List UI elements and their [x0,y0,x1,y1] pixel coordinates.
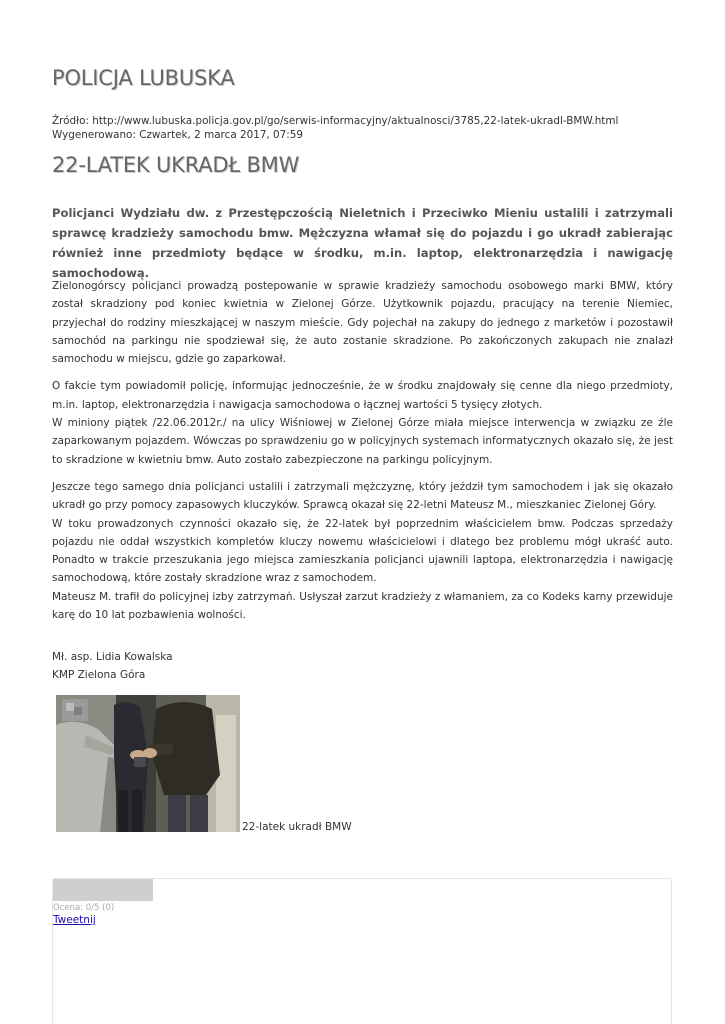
rating-score: Ocena: 0/5 (0) [53,903,115,913]
rating-stars-widget[interactable] [53,879,153,901]
rating-panel [52,878,672,1024]
article-lead: Policjanci Wydziału dw. z Przestępczością Nieletnich i Przeciwko Mieniu ustalili i zatrzymali sprawcę kradzieży samochodu bmw. Mężczyzna włamał się do pojazdu i go ukradł zabierając również inne przedmioty będące w środku, m.in. laptop, elektronarzędzia i nawigację samochodową. [52,206,673,280]
paragraph-text: W toku prowadzonych czynności okazało się, że 22-latek był poprzednim właścicielem bmw. Podczas sprzedaży pojazdu nie oddał wszystkich kompletów kluczy nowemu właścicielowi i dlatego bez problemu mógł ukraść auto. Ponadto w trakcie przeszukania jego miejsca zamieszkania policjanci ujawnili laptopa, elektronarzędzia i nawigację samochodową, które zostały skradzione wraz z samochodem. [52,517,673,585]
article-body [52,277,673,633]
document-meta [52,114,618,142]
article-paragraph [52,478,673,624]
image-caption: 22-latek ukradł BMW [242,821,352,833]
paragraph-text: Mateusz M. trafił do policyjnej izby zatrzymań. Usłyszał zarzut kradzieży z włamaniem, za co Kodeks karny przewiduje karę do 10 lat pozbawienia wolności. [52,590,673,622]
author-name: Mł. asp. Lidia Kowalska [52,651,173,663]
article-paragraph [52,277,673,368]
paragraph-text: Jeszcze tego samego dnia policjanci ustalili i zatrzymali mężczyznę, który jeździł tym samochodem i jak się okazało ukradł go przy pomocy zapasowych kluczyków. Sprawcą okazał się 22-letni Mateusz M., mieszkaniec Zielonej Góry. [52,480,673,512]
arrest-photo-illustration [56,695,240,832]
paragraph-text: Zielonogórscy policjanci prowadzą postepowanie w sprawie kradzieży samochodu osobowego marki BMW, który został skradziony pod koniec kwietnia w Zielonej Górze. Użytkownik pojazdu, pracujący na terenie Niemiec, przyjechał do rodziny mieszkającej w naszym mieście. Gdy pojechał na zakupy do jednego z marketów i pozostawił samochód na parkingu nie spodziewał się, że auto zostanie skradzione. Po zakończonych zakupach nie znalazł samochodu w miejscu, gdzie go zaparkował. [52,280,673,366]
author-unit: KMP Zielona Góra [52,669,146,681]
paragraph-text: O fakcie tym powiadomił policję, informując jednocześnie, że w środku znajdowały się cenne dla niego przedmioty, m.in. laptop, elektronarzędzia i nawigacja samochodowa o łącznej wartości 5 tysięcy złotych. [52,380,673,411]
article-photo[interactable] [56,695,240,832]
site-title: POLICJA LUBUSKA [52,66,235,90]
source-url: Źródło: http://www.lubuska.policja.gov.pl/go/serwis-informacyjny/aktualnosci/3785,22-latek-ukradl-BMW.html [52,115,619,127]
article-author [52,648,173,684]
tweet-link[interactable]: Tweetnij [53,914,96,926]
article-title: 22-LATEK UKRADŁ BMW [52,153,300,177]
article-paragraph [52,377,673,468]
generated-date: Wygenerowano: Czwartek, 2 marca 2017, 07:59 [52,129,303,141]
paragraph-text: W miniony piątek /22.06.2012r./ na ulicy Wiśniowej w Zielonej Górze miała miejsce interwencja w związku ze źle zaparkowanym pojazdem. Wówczas po sprawdzeniu go w policyjnych systemach informatycznych okazało się, że jest to skradzione w kwietniu bmw. Auto zostało zabezpieczone na parkingu policyjnym. [52,417,673,466]
